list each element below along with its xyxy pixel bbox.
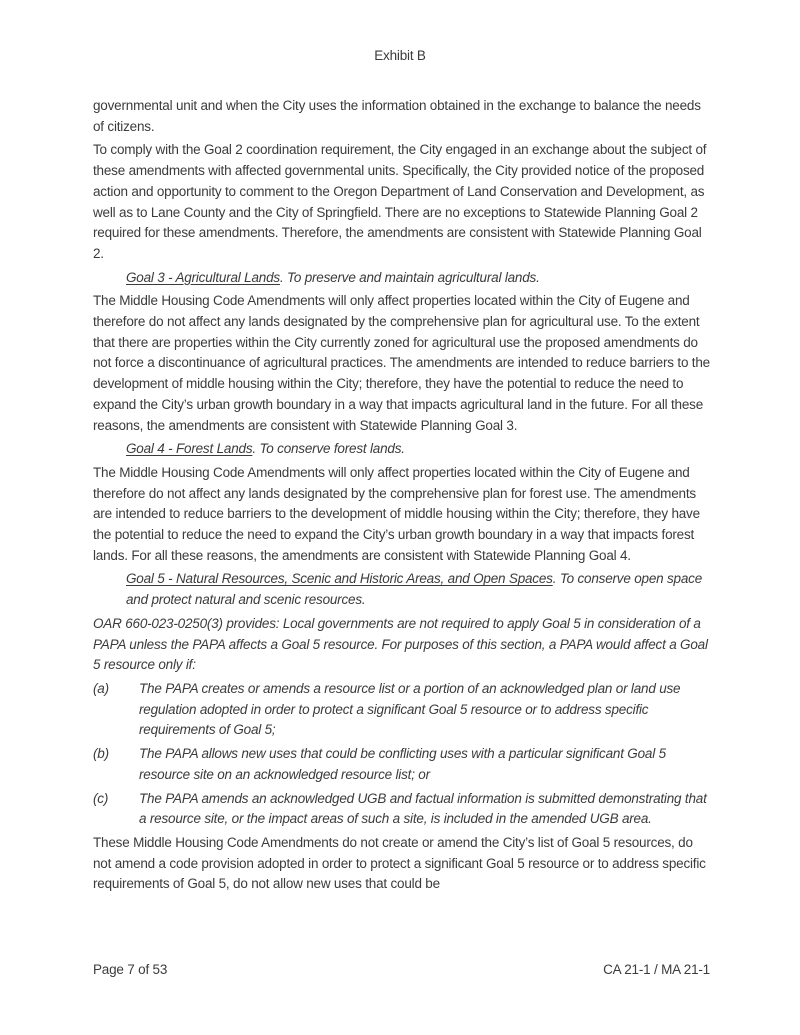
goal3-subtitle: . To preserve and maintain agricultural lands. [279,269,540,285]
paragraph-intro: governmental unit and when the City uses the information obtained in the exchange to balance the needs of citizens. [93,98,701,134]
list-item-c-label: (c) [93,790,109,806]
exhibit-title: Exhibit B [374,48,426,63]
document-body [93,96,711,898]
document-header [0,46,800,66]
list-item-c-text: The PAPA amends an acknowledged UGB and factual information is submitted demonstrating that a resource site, or the impact areas of such a site, is included in the amended UGB area. [139,790,707,827]
case-number: CA 21-1 / MA 21-1 [603,962,710,977]
goal4-subtitle: . To conserve forest lands. [252,441,405,457]
heading-goal3 [93,268,711,289]
paragraph-goal4-body: The Middle Housing Code Amendments will only affect properties located within the City of Eugene and therefore do not affect any lands designated by the comprehensive plan for forest use. The amendments are intended to reduce barriers to the development of middle housing within the City; therefore, they have the potential to reduce the need to expand the City’s urban growth boundary in a way that impacts forest lands. For all these reasons, the amendments are consistent with Statewide Planning Goal 4. [93,464,700,563]
document-footer [93,960,710,980]
list-item-a-text: The PAPA creates or amends a resource list or a portion of an acknowledged plan or land use regulation adopted in order to protect a significant Goal 5 resource or to address specific requirements of Goal 5; [139,680,681,738]
goal4-title: Goal 4 - Forest Lands [126,441,253,457]
page-number: Page 7 of 53 [93,962,168,977]
list-item-b-text: The PAPA allows new uses that could be conflicting uses with a particular significant Goal 5 resource site on an acknowledged resource list; or [139,746,666,782]
goal5-subtitle: . To conserve open space and protect natural and scenic resources. [126,571,703,608]
list-item-a [93,679,711,741]
goal5-title: Goal 5 - Natural Resources, Scenic and Historic Areas, and Open Spaces [126,571,553,587]
list-item-a-label: (a) [93,680,109,696]
list-item-c [93,789,711,830]
goal3-title: Goal 3 - Agricultural Lands [126,269,280,285]
heading-goal4 [93,439,711,460]
list-item-b [93,744,711,785]
paragraph-goal3-body: The Middle Housing Code Amendments will only affect properties located within the City of Eugene and therefore do not affect any lands designated by the comprehensive plan for agricultural use. To the extent that there are properties within the City currently zoned for agricultural use the proposed amendments do not force a discontinuance of agricultural practices. The amendments are intended to reduce barriers to the development of middle housing within the City; therefore, they have the potential to reduce the need to expand the City’s urban growth boundary in a way that impacts agricultural land in the future. For all these reasons, the amendments are consistent with Statewide Planning Goal 3. [93,293,710,433]
paragraph-closing: These Middle Housing Code Amendments do not create or amend the City’s list of Goal 5 resources, do not amend a code provision adopted in order to protect a significant Goal 5 resource or to address specific requirements of Goal 5, do not allow new uses that could be [93,834,706,892]
heading-goal5 [93,569,711,610]
list-item-b-label: (b) [93,746,109,762]
paragraph-oar: OAR 660-023-0250(3) provides: Local governments are not required to apply Goal 5 in consideration of a PAPA unless the PAPA affects a Goal 5 resource. For purposes of this section, a PAPA would affect a Goal 5 resource only if: [93,615,708,673]
paragraph-goal2: To comply with the Goal 2 coordination requirement, the City engaged in an exchange about the subject of these amendments with affected governmental units. Specifically, the City provided notice of the proposed action and opportunity to comment to the Oregon Department of Land Conservation and Development, as well as to Lane County and the City of Springfield. There are no exceptions to Statewide Planning Goal 2 required for these amendments. Therefore, the amendments are consistent with Statewide Planning Goal 2. [93,142,707,261]
